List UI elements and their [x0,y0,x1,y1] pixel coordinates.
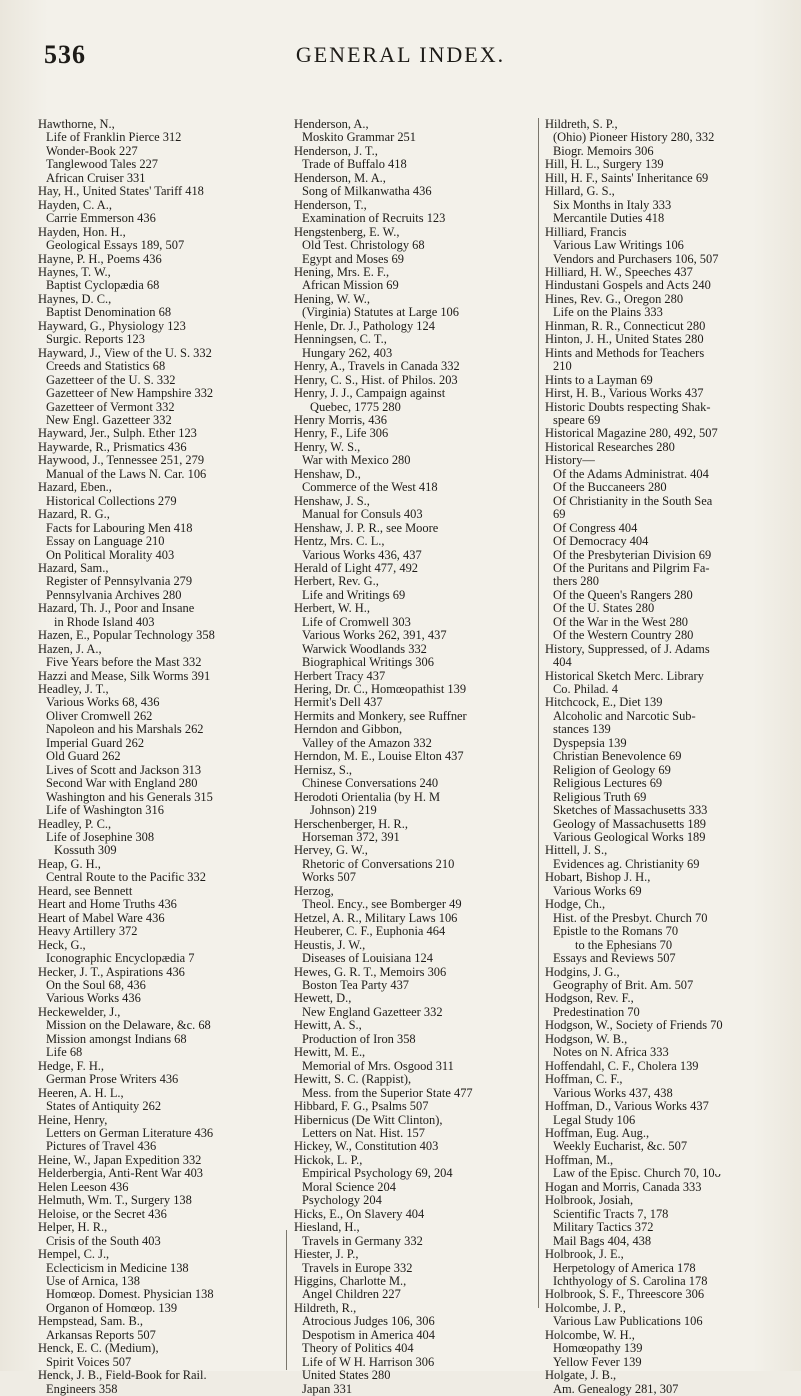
index-subentry: Creeds and Statistics 68 [46,360,166,374]
index-entry: Hermits and Monkery, see Ruffner [294,709,467,723]
index-subentry: Lives of Scott and Jackson 313 [46,763,202,777]
index-subentry: Egypt and Moses 69 [302,252,404,266]
index-subentry: Various Law Writings 106 [553,239,684,253]
index-entry: Hazen, E., Popular Technology 358 [38,629,215,643]
index-subentry: Various Law Publications 106 [553,1315,703,1329]
index-subentry: Life of Washington 316 [46,804,164,818]
index-subentry: United States 280 [302,1369,391,1383]
index-entry: Hickey, W., Constitution 403 [294,1140,439,1154]
index-entry: Henry, W. S., [294,440,361,454]
index-subentry: Gazetteer of the U. S. 332 [46,373,176,387]
index-subentry: Baptist Denomination 68 [46,306,172,320]
index-subentry: Atrocious Judges 106, 306 [302,1315,435,1329]
index-subentry: Life on the Plains 333 [553,306,663,320]
index-subentry: Diseases of Louisiana 124 [302,952,433,966]
index-subentry: Geography of Brit. Am. 507 [553,979,694,992]
index-subentry: 210 [553,360,572,374]
index-entry: Hittell, J. S., [545,844,608,858]
index-subentry: Empirical Psychology 69, 204 [302,1167,453,1181]
index-subentry: Essays and Reviews 507 [553,952,676,966]
index-entry: Hibernicus (De Witt Clinton), [294,1113,443,1127]
index-subentry: Religious Lectures 69 [553,777,663,791]
index-entry: Helper, H. R., [38,1221,108,1235]
index-subentry: German Prose Writers 436 [46,1073,179,1087]
index-entry: Henry, C. S., Hist. of Philos. 203 [294,373,458,387]
index-entry: Hecker, J. T., Aspirations 436 [38,965,185,979]
index-subentry: Spirit Voices 507 [46,1355,132,1369]
index-entry: Hedge, F. H., [38,1059,105,1073]
index-subentry: Japan 331 [302,1382,353,1396]
index-subentry: Eclecticism in Medicine 138 [46,1261,189,1275]
index-subentry: (Virginia) Statutes at Large 106 [302,306,459,320]
index-subentry: thers 280 [553,575,599,589]
index-subentry: Memorial of Mrs. Osgood 311 [302,1059,454,1073]
index-column-3 [545,118,795,1396]
index-subentry: New England Gazetteer 332 [302,1005,443,1019]
index-entry: Henry, A., Travels in Canada 332 [294,360,460,374]
index-entry: Hazzi and Mease, Silk Worms 391 [38,669,211,683]
index-entry: Herodoti Orientalia (by H. M [294,790,441,804]
index-subentry: Arkansas Reports 507 [46,1328,156,1342]
index-entry: Hodgson, Rev. F., [545,992,634,1006]
index-entry: Hewitt, A. S., [294,1019,362,1033]
index-entry: History— [545,454,595,468]
index-entry: Hoffendahl, C. F., Cholera 139 [545,1059,699,1073]
index-subentry: Of the Puritans and Pilgrim Fa- [553,561,710,575]
index-subentry: Life and Writings 69 [302,588,406,602]
index-subentry: Life 68 [46,1046,83,1060]
index-subentry: Epistle to the Romans 70 [553,925,679,939]
index-entry: Historic Doubts respecting Shak- [545,400,711,414]
index-subentry: Chinese Conversations 240 [302,777,439,791]
index-subentry: Of the Buccaneers 280 [553,481,667,495]
index-subentry: Of the Queen's Rangers 280 [553,588,693,602]
index-subentry: Mess. from the Superior State 477 [302,1086,473,1100]
index-subentry: Tanglewood Tales 227 [46,158,159,172]
index-entry: Henderson, T., [294,198,367,212]
index-subentry: Napoleon and his Marshals 262 [46,723,204,737]
index-subentry: Production of Iron 358 [302,1032,416,1046]
index-entry: Hiesland, H., [294,1221,360,1235]
index-entry: Henderson, A., [294,118,369,131]
index-entry: Herbert Tracy 437 [294,669,386,683]
index-entry: Holbrook, J. E., [545,1248,624,1262]
index-subentry: Old Test. Christology 68 [302,239,425,253]
index-entry: Hoffman, M., [545,1153,614,1167]
index-entry: Heard, see Bennett [38,884,133,898]
index-entry: Heuberer, C. F., Euphonia 464 [294,925,446,939]
index-entry: Hazard, Th. J., Poor and Insane [38,602,195,616]
index-entry: Headley, J. T., [38,683,109,697]
index-subentry: Various Works 436 [46,992,141,1006]
index-subentry: Of the Western Country 280 [553,629,694,643]
index-entry: Heustis, J. W., [294,938,366,952]
index-entry: Hewes, G. R. T., Memoirs 306 [294,965,447,979]
index-subentry: Various Geological Works 189 [553,831,706,845]
index-subentry: Notes on N. Africa 333 [553,1046,669,1060]
index-subentry: Sketches of Massachusetts 333 [553,804,708,818]
index-subentry: Geology of Massachusetts 189 [553,817,707,831]
index-subentry: Scientific Tracts 7, 178 [553,1207,669,1221]
index-entry: Hinton, J. H., United States 280 [545,333,704,347]
index-entry: Hodgson, W., Society of Friends 70 [545,1019,723,1033]
index-subentry: Despotism in America 404 [302,1328,435,1342]
index-entry: Heavy Artillery 372 [38,925,138,939]
index-entry: Headley, P. C., [38,817,112,831]
index-entry: Herzog, [294,884,334,898]
index-entry: Haywood, J., Tennessee 251, 279 [38,454,205,468]
index-entry: Haynes, T. W., [38,265,111,279]
index-subentry: to the Ephesians 70 [575,938,673,952]
index-entry: Higgins, Charlotte M., [294,1274,407,1288]
index-subentry: Old Guard 262 [46,750,121,764]
index-entry: Hayden, C. A., [38,198,112,212]
index-entry: Henck, E. C. (Medium), [38,1342,159,1356]
index-entry: Hickok, L. P., [294,1153,363,1167]
index-subentry: Of Democracy 404 [553,535,649,549]
index-entry: Hibbard, F. G., Psalms 507 [294,1100,429,1114]
index-entry: Holbrook, Josiah, [545,1194,634,1208]
index-entry: Heeren, A. H. L., [38,1086,124,1100]
index-subentry: Weekly Eucharist, &c. 507 [553,1140,688,1154]
index-subentry: Use of Arnica, 138 [46,1274,140,1288]
index-subentry: Mission amongst Indians 68 [46,1032,187,1046]
index-subentry: Mercantile Duties 418 [553,212,665,226]
index-subentry: Imperial Guard 262 [46,736,145,750]
index-subentry: Crisis of the South 403 [46,1234,161,1248]
index-entry: Haywarde, R., Prismatics 436 [38,440,187,454]
index-subentry: Gazetteer of New Hampshire 332 [46,387,214,401]
index-entry: Hirst, H. B., Various Works 437 [545,387,704,401]
index-entry: Hewett, D., [294,992,352,1006]
index-entry: Hawthorne, N., [38,118,115,131]
index-subentry: Am. Genealogy 281, 307 [553,1382,679,1396]
index-entry: Helmuth, Wm. T., Surgery 138 [38,1194,192,1208]
index-entry: Hoffman, D., Various Works 437 [545,1100,709,1114]
index-subentry: New Engl. Gazetteer 332 [46,413,172,427]
index-entry: Hindustani Gospels and Acts 240 [545,279,711,293]
index-entry: Hayne, P. H., Poems 436 [38,252,162,266]
index-entry: Heart of Mabel Ware 436 [38,911,165,925]
index-subentry: stances 139 [553,723,611,737]
index-subentry: Historical Collections 279 [46,494,177,508]
index-subentry: Psychology 204 [302,1194,382,1208]
index-entry: Historical Sketch Merc. Library [545,669,704,683]
index-entry: Henshaw, J. P. R., see Moore [294,521,439,535]
index-entry: Hilliard, H. W., Speeches 437 [545,265,693,279]
index-entry: Hervey, G. W., [294,844,368,858]
index-subentry: Manual of the Laws N. Car. 106 [46,467,207,481]
index-subentry: African Mission 69 [302,279,399,293]
index-subentry: Evidences ag. Christianity 69 [553,857,700,871]
index-subentry: Central Route to the Pacific 332 [46,871,206,885]
index-entry: Henry, F., Life 306 [294,427,389,441]
index-entry: Hewitt, M. E., [294,1046,366,1060]
index-subentry: Theol. Ency., see Bomberger 49 [302,898,462,912]
index-subentry: Herpetology of America 178 [553,1261,696,1275]
index-entry: Hill, H. L., Surgery 139 [545,158,664,172]
index-entry: Henck, J. B., Field-Book for Rail. [38,1369,207,1383]
index-entry: Henshaw, J. S., [294,494,370,508]
index-subentry: States of Antiquity 262 [46,1100,162,1114]
index-subentry: Moskito Grammar 251 [302,131,416,145]
index-subentry: Life of Josephine 308 [46,831,155,845]
index-subentry: Iconographic Encyclopædia 7 [46,952,195,966]
index-subentry: On Political Morality 403 [46,548,175,562]
index-subentry: Quebec, 1775 280 [310,400,401,414]
index-entry: Hempel, C. J., [38,1248,110,1262]
index-subentry: Manual for Consuls 403 [302,508,423,522]
index-subentry: Song of Milkanwatha 436 [302,185,432,199]
index-entry: Hildreth, R., [294,1301,357,1315]
index-subentry: Essay on Language 210 [46,535,165,549]
index-entry: Hernisz, S., [294,763,353,777]
index-subentry: Washington and his Generals 315 [46,790,213,804]
index-subentry: Legal Study 106 [553,1113,636,1127]
index-subentry: Gazetteer of Vermont 332 [46,400,175,414]
index-subentry: Commerce of the West 418 [302,481,438,495]
index-entry: Hodgson, W. B., [545,1032,628,1046]
index-entry: Hill, H. F., Saints' Inheritance 69 [545,171,709,185]
index-subentry: Law of the Episc. Church 70, 10ᴗ [553,1167,721,1181]
column-rule [286,1230,287,1370]
index-subentry: Valley of the Amazon 332 [302,736,432,750]
index-subentry: Pennsylvania Archives 280 [46,588,182,602]
index-entry: Helderbergia, Anti-Rent War 403 [38,1167,204,1181]
index-subentry: Boston Tea Party 437 [302,979,410,992]
index-subentry: Letters on Nat. Hist. 157 [302,1126,425,1140]
index-subentry: Various Works 262, 391, 437 [302,629,447,643]
index-subentry: Pictures of Travel 436 [46,1140,157,1154]
index-entry: Hitchcock, E., Diet 139 [545,696,663,710]
index-entry: Hening, Mrs. E. F., [294,265,390,279]
index-entry: Hempstead, Sam. B., [38,1315,144,1329]
index-subentry: Theory of Politics 404 [302,1342,414,1356]
index-subentry: Ichthyology of S. Carolina 178 [553,1274,708,1288]
index-entry: Hayward, Jer., Sulph. Ether 123 [38,427,197,441]
index-subentry: Biogr. Memoirs 306 [553,144,654,158]
index-entry: Herndon, M. E., Louise Elton 437 [294,750,464,764]
index-subentry: Yellow Fever 139 [553,1355,642,1369]
index-entry: Hetzel, A. R., Military Laws 106 [294,911,458,925]
index-subentry: On the Soul 68, 436 [46,979,146,992]
index-subentry: Works 507 [302,871,356,885]
index-subentry: Surgic. Reports 123 [46,333,145,347]
index-subentry: Predestination 70 [553,1005,640,1019]
index-entry: Heckewelder, J., [38,1005,121,1019]
index-subentry: Of Christianity in the South Sea [553,494,713,508]
index-entry: Hildreth, S. P., [545,118,618,131]
index-subentry: Life of W H. Harrison 306 [302,1355,435,1369]
index-column-1 [38,118,288,1396]
index-entry: Heap, G. H., [38,857,101,871]
index-entry: Hoffman, Eug. Aug., [545,1126,650,1140]
index-entry: Hayward, J., View of the U. S. 332 [38,346,212,360]
index-entry: Historical Magazine 280, 492, 507 [545,427,718,441]
index-subentry: Of the Presbyterian Division 69 [553,548,712,562]
index-subentry: 404 [553,656,572,670]
index-subentry: Of Congress 404 [553,521,638,535]
index-entry: Hinman, R. R., Connecticut 280 [545,319,706,333]
index-entry: Heart and Home Truths 436 [38,898,177,912]
index-entry: Henle, Dr. J., Pathology 124 [294,319,435,333]
index-subentry: Oliver Cromwell 262 [46,709,153,723]
index-entry: Herald of Light 477, 492 [294,561,419,575]
index-entry: Hilliard, Francis [545,225,627,239]
index-entry: Hengstenberg, E. W., [294,225,400,239]
index-entry: Holcombe, J. P., [545,1301,626,1315]
index-subentry: Johnson) 219 [310,804,377,818]
index-subentry: Register of Pennsylvania 279 [46,575,193,589]
index-subentry: Various Works 436, 437 [302,548,422,562]
index-subentry: Baptist Cyclopædia 68 [46,279,160,293]
index-subentry: Moral Science 204 [302,1180,396,1194]
index-entry: Hodgins, J. G., [545,965,620,979]
index-subentry: Horseman 372, 391 [302,831,400,845]
running-head: GENERAL INDEX. [295,42,506,67]
index-subentry: Life of Cromwell 303 [302,615,411,629]
index-subentry: Second War with England 280 [46,777,198,791]
index-subentry: Geological Essays 189, 507 [46,239,185,253]
index-entry: Hints to a Layman 69 [545,373,653,387]
index-entry: Hayward, G., Physiology 123 [38,319,186,333]
index-entry: Hewitt, S. C. (Rappist), [294,1073,412,1087]
index-subentry: Alcoholic and Narcotic Sub- [553,709,696,723]
index-subentry: Vendors and Purchasers 106, 507 [553,252,719,266]
index-entry: Henry Morris, 436 [294,413,387,427]
index-subentry: speare 69 [553,413,601,427]
index-subentry: Of the War in the West 280 [553,615,689,629]
index-entry: Holgate, J. B., [545,1369,617,1383]
index-subentry: Hungary 262, 403 [302,346,393,360]
index-entry: Hodge, Ch., [545,898,606,912]
index-subentry: Five Years before the Mast 332 [46,656,202,670]
index-entry: Herbert, W. H., [294,602,370,616]
index-subentry: Homœopathy 139 [553,1342,643,1356]
index-entry: Herndon and Gibbon, [294,723,403,737]
index-subentry: Of the Adams Administrat. 404 [553,467,709,481]
index-subentry: Travels in Europe 332 [302,1261,413,1275]
index-subentry: Various Works 69 [553,884,642,898]
index-entry: Helen Leeson 436 [38,1180,129,1194]
index-entry: Hazen, J. A., [38,642,102,656]
index-entry: Hoffman, C. F., [545,1073,623,1087]
index-subentry: Co. Philad. 4 [553,683,618,697]
index-subentry: Rhetoric of Conversations 210 [302,857,455,871]
index-entry: Herbert, Rev. G., [294,575,379,589]
index-entry: Henderson, M. A., [294,171,386,185]
index-column-2 [294,118,544,1396]
index-entry: Hobart, Bishop J. H., [545,871,651,885]
page-number: 536 [44,40,86,69]
index-subentry: Angel Children 227 [302,1288,401,1302]
index-subentry: Carrie Emmerson 436 [46,212,156,226]
index-subentry: Hist. of the Presbyt. Church 70 [553,911,708,925]
index-entry: Hay, H., United States' Tariff 418 [38,185,204,199]
index-subentry: War with Mexico 280 [302,454,411,468]
index-subentry: Organon of Homœop. 139 [46,1301,178,1315]
index-subentry: Warwick Woodlands 332 [302,642,427,656]
column-rule [538,118,539,1308]
index-subentry: Christian Benevolence 69 [553,750,682,764]
index-subentry: Mission on the Delaware, &c. 68 [46,1019,211,1033]
index-entry: Hazard, Eben., [38,481,112,495]
index-entry: Heck, G., [38,938,86,952]
index-subentry: Biographical Writings 306 [302,656,434,670]
index-subentry: African Cruiser 331 [46,171,146,185]
index-subentry: Travels in Germany 332 [302,1234,423,1248]
index-subentry: Six Months in Italy 333 [553,198,672,212]
index-subentry: Homœop. Domest. Physician 138 [46,1288,214,1302]
index-entry: Holbrook, S. F., Threescore 306 [545,1288,705,1302]
index-subentry: Various Works 437, 438 [553,1086,673,1100]
index-entry: Hermit's Dell 437 [294,696,383,710]
index-subentry: Various Works 68, 436 [46,696,160,710]
index-entry: Hening, W. W., [294,292,371,306]
index-entry: Henshaw, D., [294,467,361,481]
index-subentry: Kossuth 309 [54,844,117,858]
index-subentry: (Ohio) Pioneer History 280, 332 [553,131,715,145]
index-entry: Hines, Rev. G., Oregon 280 [545,292,684,306]
index-subentry: Facts for Labouring Men 418 [46,521,193,535]
index-entry: Heine, Henry, [38,1113,108,1127]
index-subentry: Trade of Buffalo 418 [302,158,407,172]
index-subentry: Military Tactics 372 [553,1221,654,1235]
index-subentry: Of the U. States 280 [553,602,655,616]
index-entry: Hillard, G. S., [545,185,615,199]
index-entry: Holcombe, W. H., [545,1328,635,1342]
index-subentry: Letters on German Literature 436 [46,1126,214,1140]
index-subentry: Religion of Geology 69 [553,763,671,777]
index-entry: Haynes, D. C., [38,292,112,306]
index-subentry: Examination of Recruits 123 [302,212,446,226]
index-entry: Henry, J. J., Campaign against [294,387,446,401]
index-subentry: in Rhode Island 403 [54,615,155,629]
index-entry: Henningsen, C. T., [294,333,387,347]
index-entry: History, Suppressed, of J. Adams [545,642,710,656]
index-entry: Heine, W., Japan Expedition 332 [38,1153,202,1167]
index-entry: Hering, Dr. C., Homœopathist 139 [294,683,467,697]
index-subentry: 69 [553,508,566,522]
index-entry: Hayden, Hon. H., [38,225,126,239]
index-subentry: Wonder-Book 227 [46,144,138,158]
index-entry: Hiester, J. P., [294,1248,359,1262]
index-entry: Hints and Methods for Teachers [545,346,705,360]
index-entry: Historical Researches 280 [545,440,675,454]
index-subentry: Mail Bags 404, 438 [553,1234,652,1248]
index-entry: Heloise, or the Secret 436 [38,1207,167,1221]
index-subentry: Religious Truth 69 [553,790,647,804]
index-subentry: Life of Franklin Pierce 312 [46,131,182,145]
index-subentry: Dyspepsia 139 [553,736,627,750]
index-entry: Hicks, E., On Slavery 404 [294,1207,425,1221]
index-entry: Hentz, Mrs. C. L., [294,535,385,549]
index-entry: Hazard, R. G., [38,508,110,522]
index-entry: Hogan and Morris, Canada 333 [545,1180,702,1194]
index-entry: Henderson, J. T., [294,144,378,158]
index-entry: Herschenberger, H. R., [294,817,408,831]
index-subentry: Engineers 358 [46,1382,118,1396]
index-entry: Hazard, Sam., [38,561,109,575]
